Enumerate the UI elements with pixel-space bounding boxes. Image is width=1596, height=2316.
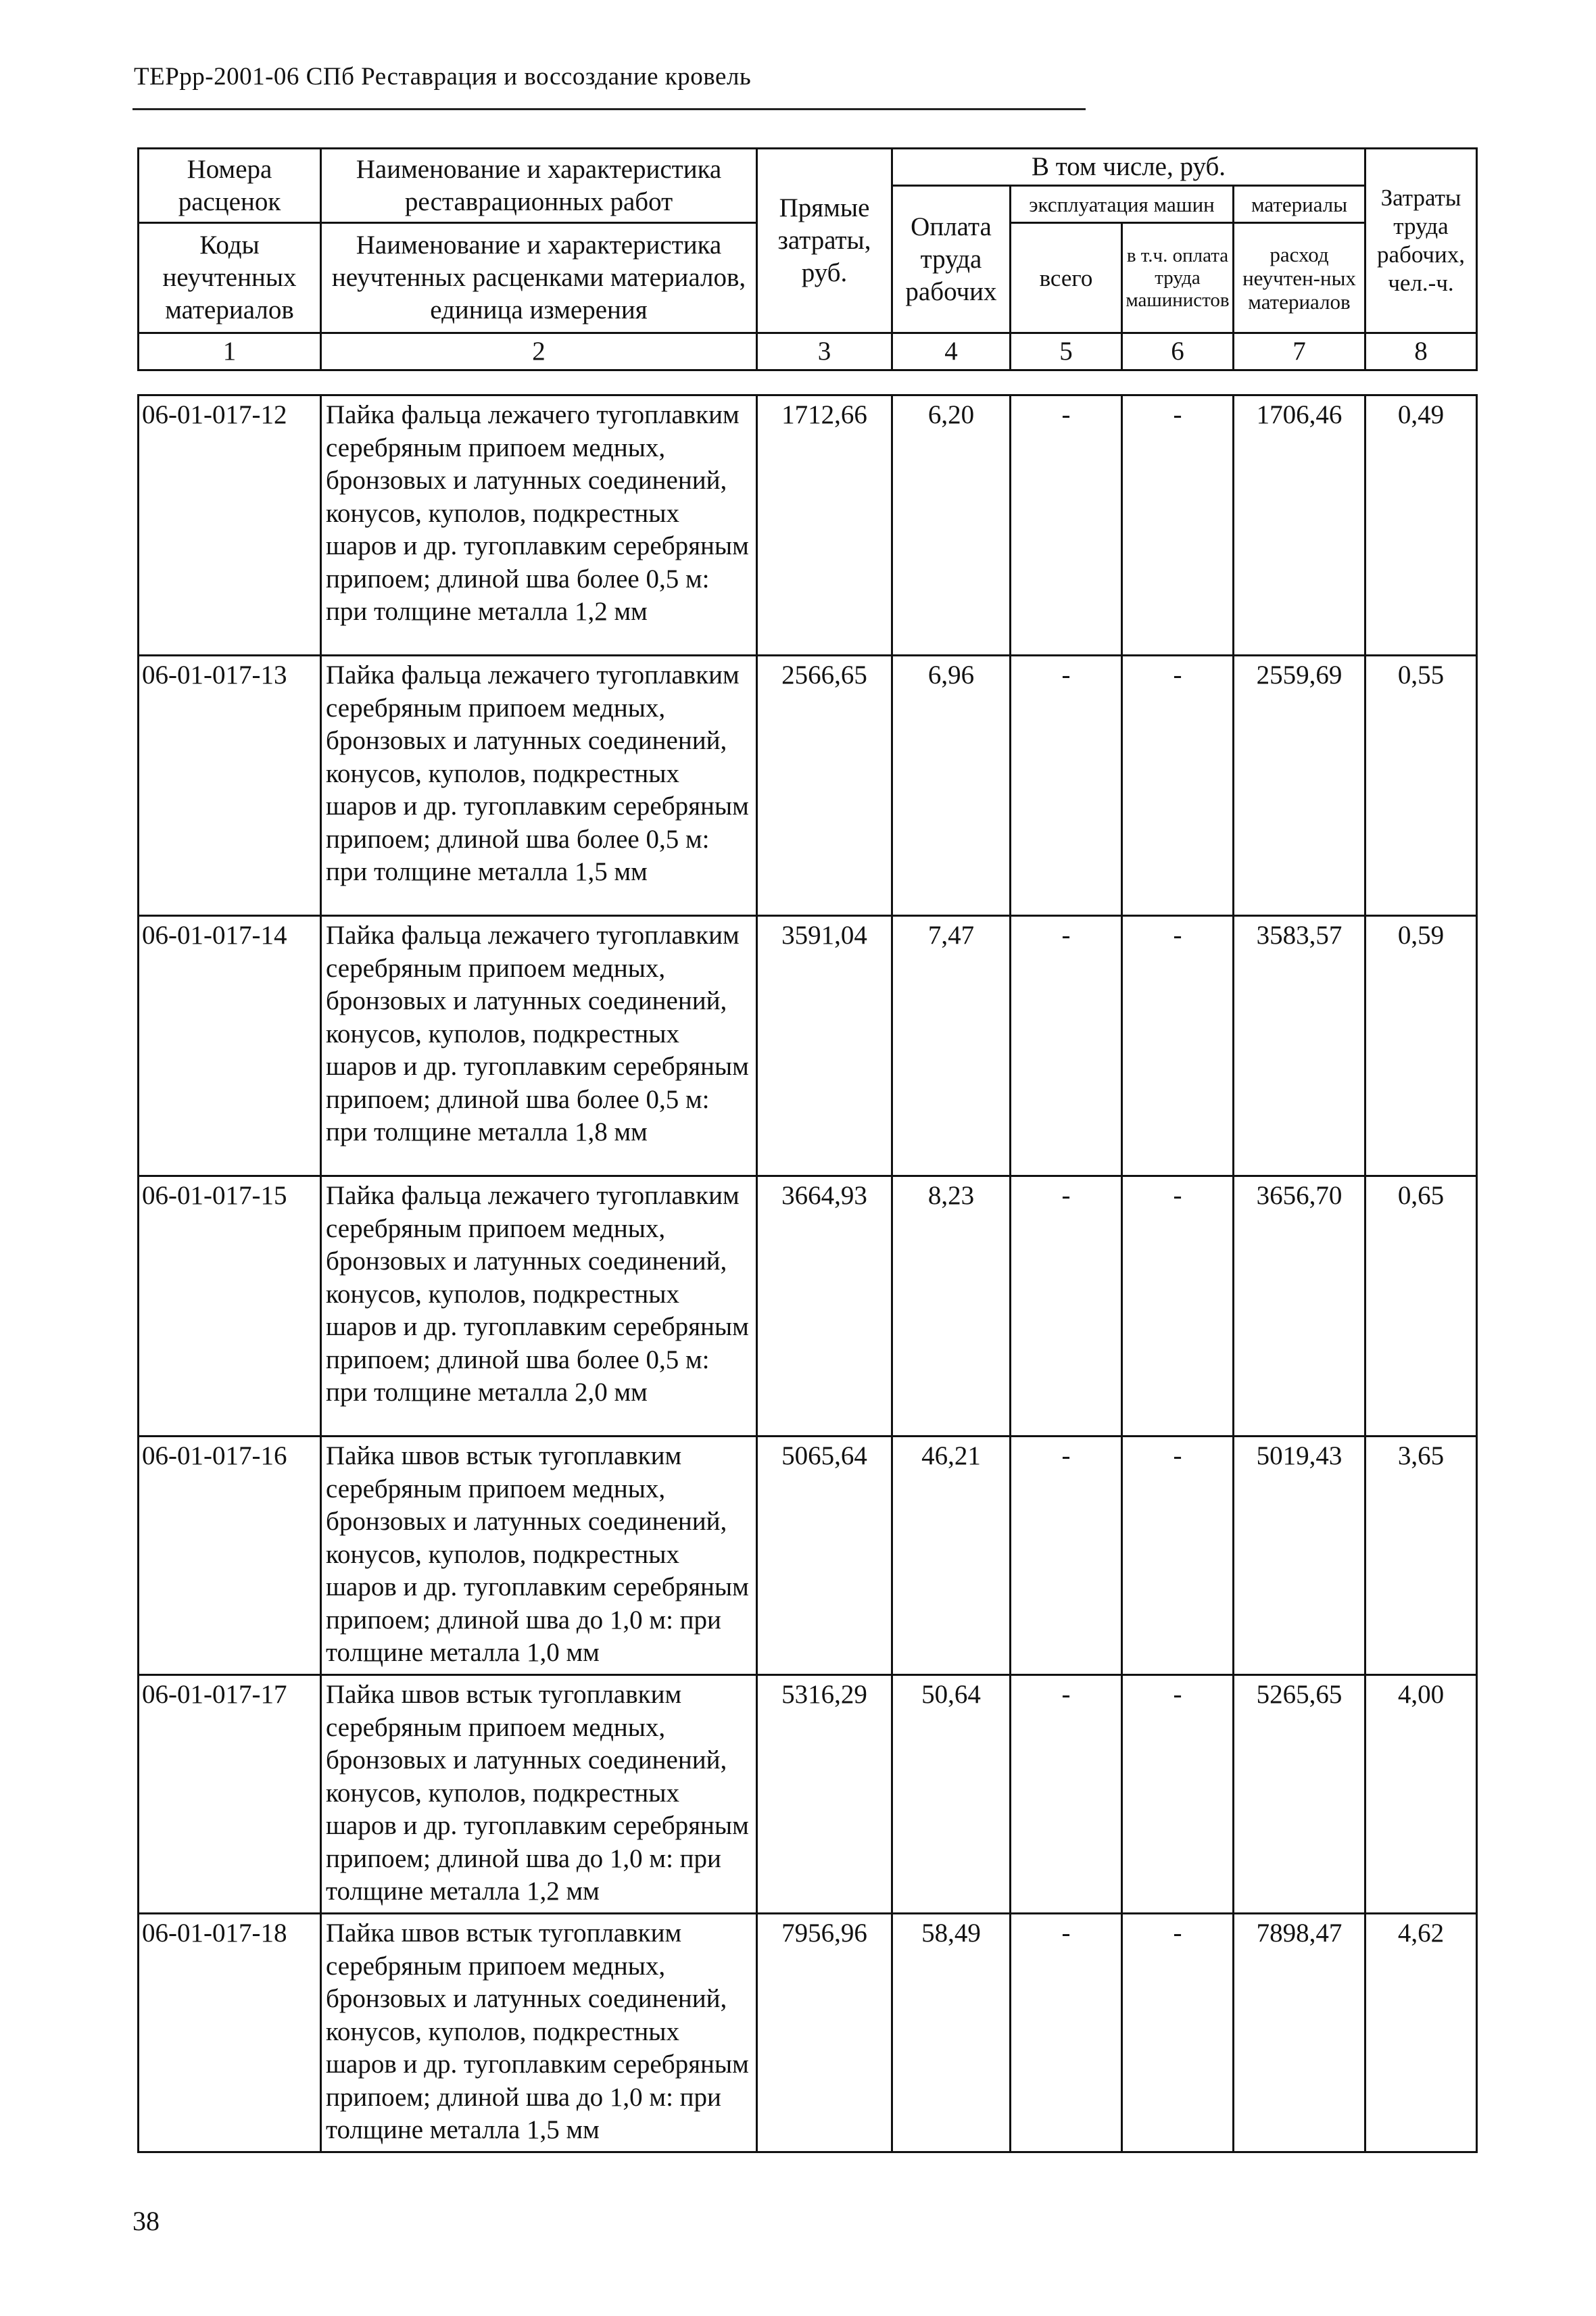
header-rule — [132, 108, 1086, 110]
page-number: 38 — [132, 2206, 160, 2236]
table-row — [139, 916, 1477, 1176]
column-number-1: 1 — [139, 333, 321, 370]
table-row — [139, 1437, 1477, 1675]
direct-costs: 3664,93 — [757, 1176, 892, 1437]
header-direct-costs: Прямые затраты, руб. — [757, 149, 892, 333]
labor-pay: 6,20 — [892, 395, 1011, 656]
labor-hours: 0,65 — [1365, 1176, 1477, 1437]
machinists-pay: - — [1122, 916, 1234, 1176]
machines-total: - — [1011, 395, 1122, 656]
header-machines: эксплуатация машин — [1011, 186, 1234, 223]
machines-total: - — [1011, 1914, 1122, 2152]
labor-pay: 50,64 — [892, 1675, 1011, 1914]
header-labor-hours: Затраты труда рабочих, чел.-ч. — [1365, 149, 1477, 333]
rate-code: 06-01-017-14 — [139, 916, 321, 1176]
rates-table — [137, 394, 1478, 2153]
rate-code: 06-01-017-16 — [139, 1437, 321, 1675]
header-material-names: Наименование и характеристика неучтенных расценками материалов, единица измерения — [321, 223, 757, 333]
header-labor-pay: Оплата труда рабочих — [892, 186, 1011, 333]
materials-cost: 2559,69 — [1234, 656, 1365, 916]
direct-costs: 5316,29 — [757, 1675, 892, 1914]
column-number-5: 5 — [1011, 333, 1122, 370]
work-description: Пайка фальца лежачего тугоплавким серебряным припоем медных, бронзовых и латунных соединений, конусов, куполов, подкрестных шаров и др. тугоплавким серебряным припоем; длиной шва более 0,5 м: при толщине металла 1,8 мм — [321, 916, 757, 1176]
machines-total: - — [1011, 656, 1122, 916]
labor-hours: 3,65 — [1365, 1437, 1477, 1675]
rate-code: 06-01-017-13 — [139, 656, 321, 916]
column-number-4: 4 — [892, 333, 1011, 370]
labor-pay: 8,23 — [892, 1176, 1011, 1437]
header-unaccounted-materials: расход неучтен-ных материалов — [1234, 223, 1365, 333]
machinists-pay: - — [1122, 395, 1234, 656]
table-row — [139, 1914, 1477, 2152]
document-header: ТЕРрр-2001-06 СПб Реставрация и воссоздание кровель — [134, 63, 752, 91]
direct-costs: 7956,96 — [757, 1914, 892, 2152]
machines-total: - — [1011, 916, 1122, 1176]
labor-hours: 0,49 — [1365, 395, 1477, 656]
column-number-2: 2 — [321, 333, 757, 370]
materials-cost: 1706,46 — [1234, 395, 1365, 656]
machines-total: - — [1011, 1437, 1122, 1675]
rate-code: 06-01-017-17 — [139, 1675, 321, 1914]
work-description: Пайка швов встык тугоплавким серебряным припоем медных, бронзовых и латунных соединений, конусов, куполов, подкрестных шаров и др. тугоплавким серебряным припоем; длиной шва до 1,0 м: при толщине металла 1,5 мм — [321, 1914, 757, 2152]
work-description: Пайка швов встык тугоплавким серебряным припоем медных, бронзовых и латунных соединений, конусов, куполов, подкрестных шаров и др. тугоплавким серебряным припоем; длиной шва до 1,0 м: при толщине металла 1,0 мм — [321, 1437, 757, 1675]
table-header — [137, 147, 1478, 371]
column-number-7: 7 — [1234, 333, 1365, 370]
column-number-8: 8 — [1365, 333, 1477, 370]
machinists-pay: - — [1122, 1675, 1234, 1914]
column-number-3: 3 — [757, 333, 892, 370]
table-row — [139, 395, 1477, 656]
labor-pay: 46,21 — [892, 1437, 1011, 1675]
materials-cost: 7898,47 — [1234, 1914, 1365, 2152]
rate-code: 06-01-017-18 — [139, 1914, 321, 2152]
header-rate-numbers: Номера расценок — [139, 149, 321, 223]
labor-hours: 4,00 — [1365, 1675, 1477, 1914]
rate-code: 06-01-017-12 — [139, 395, 321, 656]
header-materials: материалы — [1234, 186, 1365, 223]
table-row — [139, 656, 1477, 916]
direct-costs: 5065,64 — [757, 1437, 892, 1675]
header-material-codes: Коды неучтенных материалов — [139, 223, 321, 333]
table-row — [139, 1675, 1477, 1914]
header-machines-total: всего — [1011, 223, 1122, 333]
machinists-pay: - — [1122, 1437, 1234, 1675]
direct-costs: 3591,04 — [757, 916, 892, 1176]
header-machinists-pay: в т.ч. оплата труда машинистов — [1122, 223, 1234, 333]
labor-hours: 4,62 — [1365, 1914, 1477, 2152]
labor-pay: 58,49 — [892, 1914, 1011, 2152]
direct-costs: 1712,66 — [757, 395, 892, 656]
materials-cost: 3583,57 — [1234, 916, 1365, 1176]
labor-pay: 7,47 — [892, 916, 1011, 1176]
materials-cost: 3656,70 — [1234, 1176, 1365, 1437]
materials-cost: 5019,43 — [1234, 1437, 1365, 1675]
machines-total: - — [1011, 1176, 1122, 1437]
labor-hours: 0,59 — [1365, 916, 1477, 1176]
work-description: Пайка фальца лежачего тугоплавким серебряным припоем медных, бронзовых и латунных соединений, конусов, куполов, подкрестных шаров и др. тугоплавким серебряным припоем; длиной шва более 0,5 м: при толщине металла 1,2 мм — [321, 395, 757, 656]
header-in-total: В том числе, руб. — [892, 149, 1365, 186]
materials-cost: 5265,65 — [1234, 1675, 1365, 1914]
machinists-pay: - — [1122, 1176, 1234, 1437]
rate-code: 06-01-017-15 — [139, 1176, 321, 1437]
header-work-name: Наименование и характеристика реставрационных работ — [321, 149, 757, 223]
work-description: Пайка фальца лежачего тугоплавким серебряным припоем медных, бронзовых и латунных соединений, конусов, куполов, подкрестных шаров и др. тугоплавким серебряным припоем; длиной шва более 0,5 м: при толщине металла 2,0 мм — [321, 1176, 757, 1437]
work-description: Пайка швов встык тугоплавким серебряным припоем медных, бронзовых и латунных соединений, конусов, куполов, подкрестных шаров и др. тугоплавким серебряным припоем; длиной шва до 1,0 м: при толщине металла 1,2 мм — [321, 1675, 757, 1914]
machinists-pay: - — [1122, 1914, 1234, 2152]
machinists-pay: - — [1122, 656, 1234, 916]
work-description: Пайка фальца лежачего тугоплавким серебряным припоем медных, бронзовых и латунных соединений, конусов, куполов, подкрестных шаров и др. тугоплавким серебряным припоем; длиной шва более 0,5 м: при толщине металла 1,5 мм — [321, 656, 757, 916]
labor-pay: 6,96 — [892, 656, 1011, 916]
column-number-6: 6 — [1122, 333, 1234, 370]
direct-costs: 2566,65 — [757, 656, 892, 916]
labor-hours: 0,55 — [1365, 656, 1477, 916]
machines-total: - — [1011, 1675, 1122, 1914]
table-row — [139, 1176, 1477, 1437]
